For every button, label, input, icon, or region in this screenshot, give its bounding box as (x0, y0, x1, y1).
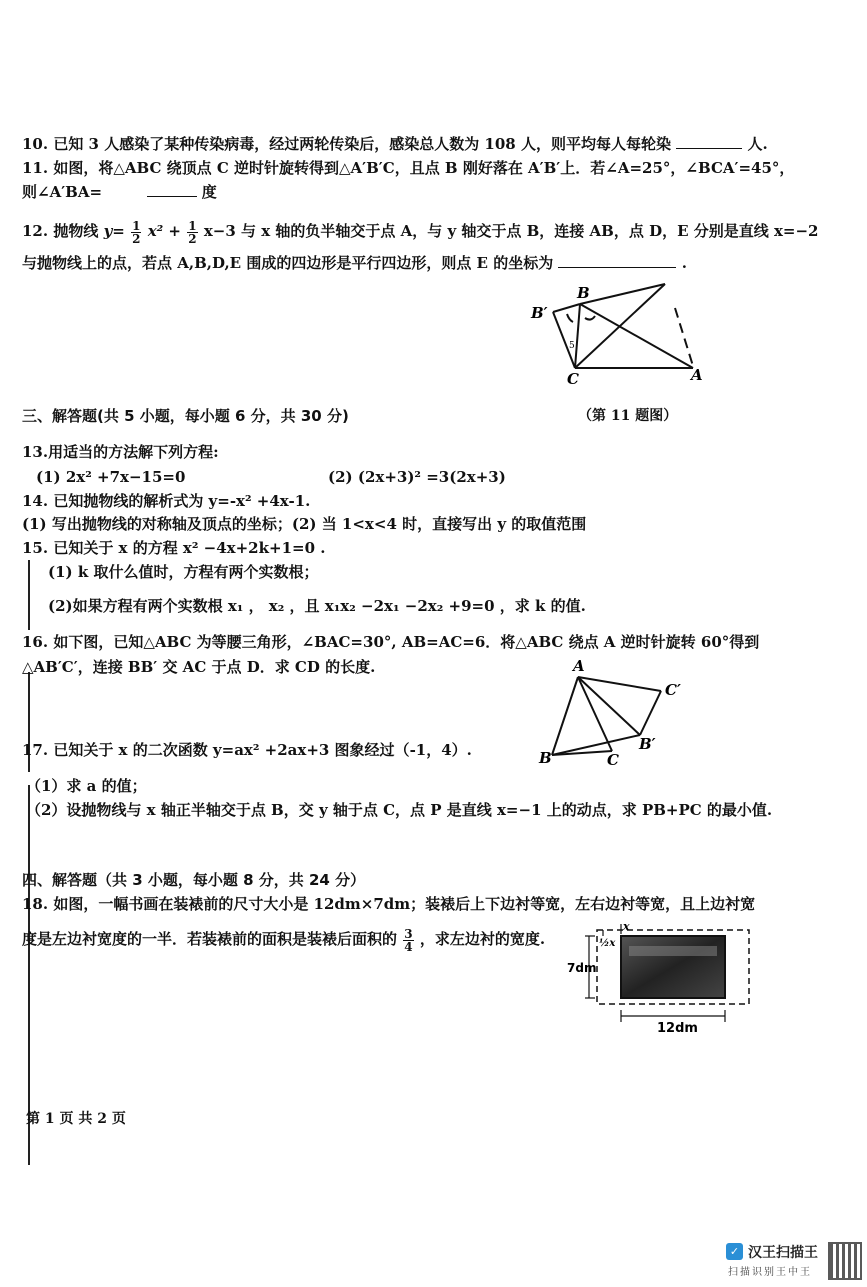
label-b-prime: B′ (531, 304, 548, 322)
section-3-title: 三、解答题(共 5 小题，每小题 6 分，共 30 分) (22, 407, 349, 425)
label-height: 7dm (567, 961, 597, 975)
edge (580, 284, 665, 304)
label-width: 12dm (657, 1021, 698, 1035)
label-a: A (573, 657, 585, 675)
label-x-side: ½x (599, 938, 616, 949)
answer-blank (558, 252, 676, 268)
label-a: A (691, 366, 703, 384)
scanner-tagline: 扫描识别王中王 (728, 1267, 812, 1278)
figure-11 (525, 278, 715, 388)
question-17-title: 17. 已知关于 x 的二次函数 y=ax² +2ax+3 图象经过（-1，4）. (22, 741, 472, 759)
fraction: $\frac{3}{4}$ (404, 926, 413, 954)
answer-blank (147, 181, 197, 197)
edge (552, 677, 578, 755)
question-11-line1: 11. 如图，将△ABC 绕顶点 C 逆时针旋转得到△A′B′C，且点 B 刚好落在 A′B′上．若∠A=25°，∠BCA′=45°， (22, 159, 795, 177)
question-10: 10. 已知 3 人感染了某种传染病毒，经过两轮传染后，感染总人数为 108 人，则平均每人每轮染 人. (22, 135, 768, 153)
figure-18 (565, 920, 765, 1035)
answer-blank (676, 133, 742, 149)
question-18-line2: 度是左边衬宽度的一半．若装裱前的面积是装裱后面积的 $\frac{3}{4}$ ，求左边衬的宽度. (22, 926, 546, 954)
question-11-line2: 则∠A′BA= 度 (22, 183, 217, 201)
question-13-title: 13.用适当的方法解下列方程: (22, 443, 219, 461)
question-15-part2: (2)如果方程有两个实数根 x₁ ， x₂ ，且 x₁x₂ −2x₁ −2x₂ +9=0 ，求 k 的值. (48, 597, 586, 615)
figure-11-caption: （第 11 题图） (578, 408, 678, 424)
question-14-title: 14. 已知抛物线的解析式为 y=-x² +4x-1. (22, 492, 311, 510)
angle-mark (567, 314, 573, 322)
label-x-top: x (623, 920, 630, 933)
label-b: B (577, 284, 590, 302)
edge (640, 691, 661, 735)
label-small: 5 (569, 341, 575, 351)
edge (553, 304, 580, 312)
page-number: 第 1 页 共 2 页 (26, 1111, 126, 1127)
painting (621, 936, 725, 998)
section-4-title: 四、解答题（共 3 小题，每小题 8 分，共 24 分） (22, 871, 366, 889)
figure-16 (535, 655, 695, 767)
margin-line (28, 560, 30, 630)
question-16-line1: 16. 如下图，已知△ABC 为等腰三角形，∠BAC=30°, AB=AC=6．将△ABC 绕点 A 逆时针旋转 60°得到 (22, 633, 760, 651)
question-17-part2: （2）设抛物线与 x 轴正半轴交于点 B，交 y 轴于点 C，点 P 是直线 x=−1 上的动点，求 PB+PC 的最小值. (26, 801, 773, 819)
fraction: $\frac{1}{2}$ (188, 218, 197, 246)
question-15-title: 15. 已知关于 x 的方程 x² −4x+2k+1=0 . (22, 539, 326, 557)
question-15-part1: (1) k 取什么值时，方程有两个实数根； (48, 563, 319, 581)
question-18-line1: 18. 如图，一幅书画在装裱前的尺寸大小是 12dm×7dm；装裱后上下边衬等宽，左右边衬等宽，且上边衬宽 (22, 895, 756, 913)
label-b-prime: B′ (639, 735, 656, 753)
question-13-part1: (1) 2x² +7x−15=0 (36, 468, 186, 486)
edge-dashed (675, 308, 693, 366)
scanner-brand: 汉王扫描王 (748, 1245, 818, 1261)
angle-mark (585, 316, 595, 320)
question-13-part2: (2) (2x+3)² =3(2x+3) (328, 468, 506, 486)
qr-code-icon (828, 1242, 862, 1280)
label-b: B (539, 749, 552, 767)
scanner-logo-icon: ✓ (726, 1243, 743, 1260)
label-c: C (567, 370, 579, 388)
question-12-line1: 12. 抛物线 y= $\frac{1}{2}$ x² + $\frac{1}{2}$ x−3 与 x 轴的负半轴交于点 A，与 y 轴交于点 B，连接 AB，点 D，E 分别是直线 x=−2 (22, 218, 819, 246)
scanner-watermark (724, 1242, 864, 1282)
fraction: $\frac{1}{2}$ (132, 218, 141, 246)
question-16-line2: △AB′C′，连接 BB′ 交 AC 于点 D．求 CD 的长度. (22, 658, 376, 676)
question-14-part1: (1) 写出抛物线的对称轴及顶点的坐标；(2) 当 1<x<4 时，直接写出 y 的取值范围 (22, 515, 587, 533)
label-c-prime: C′ (665, 681, 681, 699)
question-17-part1: （1）求 a 的值； (26, 777, 147, 795)
painting-sky (629, 946, 717, 956)
label-c: C (607, 751, 619, 767)
question-12-line2: 与抛物线上的点，若点 A,B,D,E 围成的四边形是平行四边形，则点 E 的坐标为 . (22, 254, 687, 272)
edge (578, 677, 612, 751)
edge (575, 304, 580, 368)
margin-line (28, 785, 30, 1165)
